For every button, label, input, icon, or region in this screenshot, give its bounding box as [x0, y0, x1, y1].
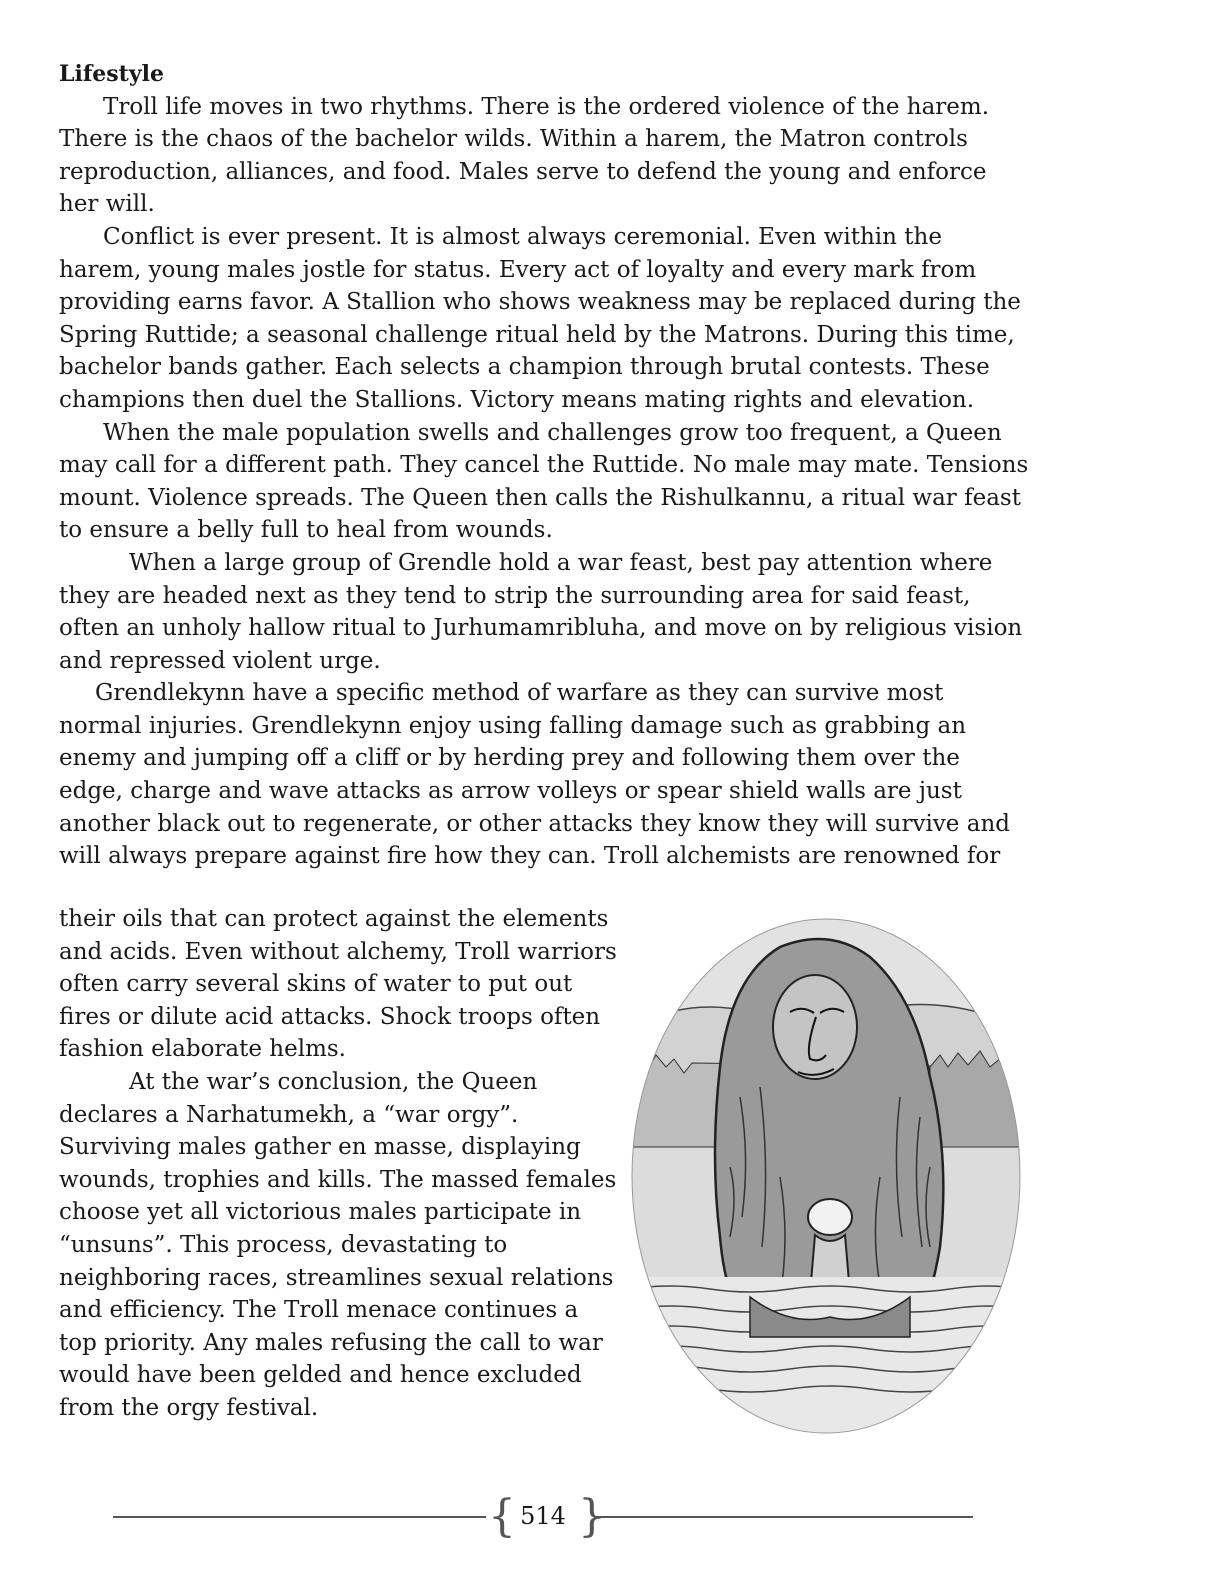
narrow-column — [59, 903, 619, 1425]
paragraph-oils: their oils that can protect against the elements and acids. Even without alchemy, Troll warriors often carry several skins of water to put out fires or dilute acid attacks. Shock troops often fashion elaborate helms. — [59, 906, 617, 1063]
troll-illustration — [630, 917, 1022, 1435]
paragraph-war-feast: When a large group of Grendle hold a war feast, best pay attention where they are headed next as they tend to strip the surrounding area for said feast, often an unholy hallow ritual to Jurhumamribluha, and move on by religious vision and repressed violent urge. — [59, 549, 1023, 674]
footer-brace-left: { — [488, 1491, 516, 1542]
footer-rule-right — [594, 1516, 973, 1518]
page-number: 514 — [520, 1502, 566, 1530]
paragraph-conflict: Conflict is ever present. It is almost always ceremonial. Even within the harem, young males jostle for status. Every act of loyalty and every mark from providing earns favor. A Stallion who shows weakness may be replaced during the Spring Ruttide; a seasonal challenge ritual held by the Matrons. During this time, bachelor bands gather. Each selects a champion through brutal contests. These champions then duel the Stallions. Victory means mating rights and elevation. — [59, 223, 1021, 413]
full-width-column — [59, 58, 1031, 873]
section-heading: Lifestyle — [59, 61, 164, 87]
footer-rule-left — [113, 1516, 486, 1518]
paragraph-warfare: Grendlekynn have a specific method of warfare as they can survive most normal injuries. Grendlekynn enjoy using falling damage such as grabbing an enemy and jumping off a cliff or by herding prey and following them over the edge, charge and wave attacks as arrow volleys or spear shield walls are just another black out to regenerate, or other attacks they know they will survive and will always prepare against fire how they can. Troll alchemists are renowned for — [59, 680, 1010, 870]
paragraph-rhythms: Troll life moves in two rhythms. There is the ordered violence of the harem. There is the chaos of the bachelor wilds. Within a harem, the Matron controls reproduction, alliances, and food. Males serve to defend the young and enforce her will. — [59, 93, 990, 218]
paragraph-war-conclusion: At the war’s conclusion, the Queen declares a Narhatumekh, a “war orgy”. Surviving males gather en masse, displaying wounds, trophies and kills. The massed females choose yet all victorious males participate in “unsuns”. This process, devastating to neighboring races, streamlines sexual relations and efficiency. The Troll menace continues a top priority. Any males refusing the call to war would have been gelded and hence excluded from the orgy festival. — [59, 1068, 617, 1421]
footer-brace-right: } — [578, 1491, 606, 1542]
paragraph-queen-path: When the male population swells and challenges grow too frequent, a Queen may call for a different path. They cancel the Ruttide. No male may mate. Tensions mount. Violence spreads. The Queen then calls the Rishulkannu, a ritual war feast to ensure a belly full to heal from wounds. — [59, 419, 1029, 544]
